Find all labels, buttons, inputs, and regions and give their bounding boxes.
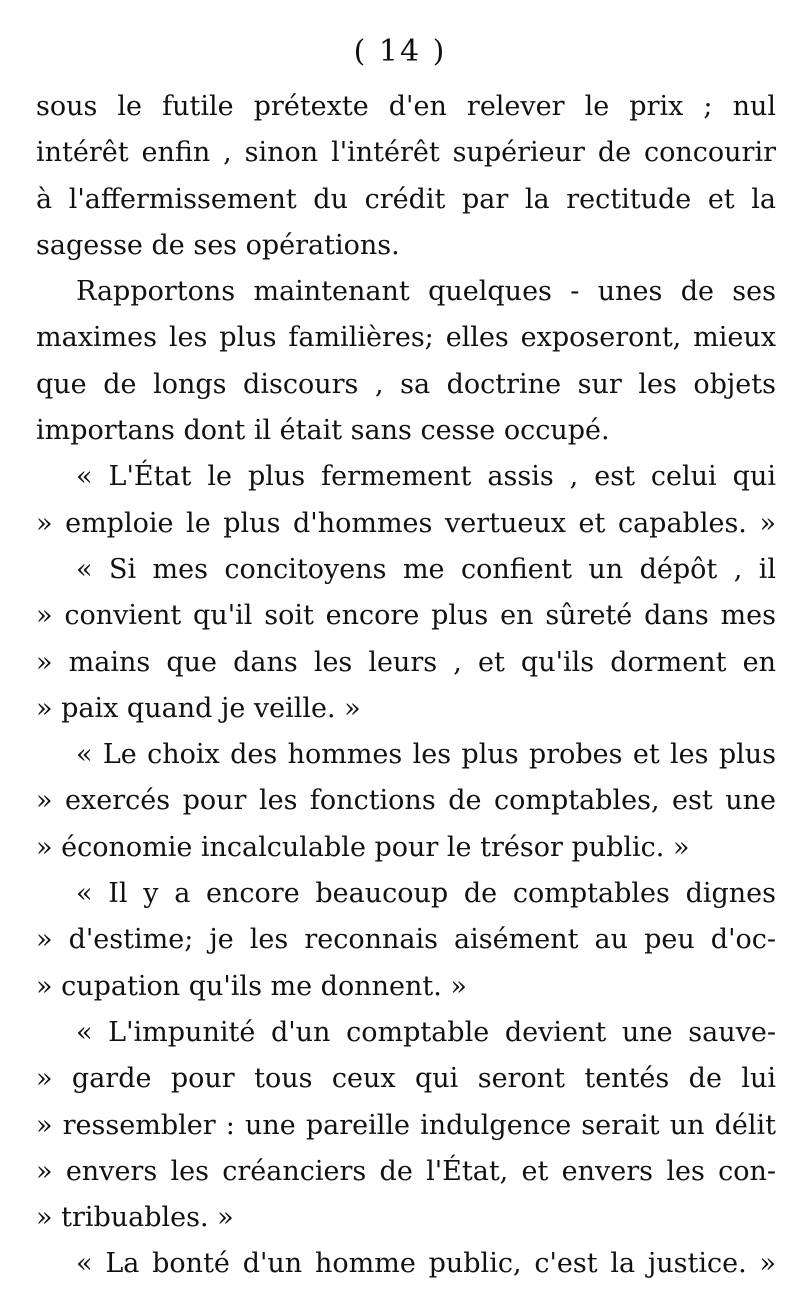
text-line: que de longs discours , sa doctrine sur les objets	[36, 368, 776, 400]
text-line: à l'affermissement du crédit par la rectitude et la	[36, 183, 776, 215]
text-line: » cupation qu'ils me donnent. »	[36, 970, 467, 1002]
text-line: « L'impunité d'un comptable devient une sauve-	[76, 1016, 776, 1048]
text-line: » convient qu'il soit encore plus en sûreté dans mes	[36, 600, 776, 632]
text-line: « La bonté d'un homme public, c'est la justice. »	[76, 1248, 776, 1280]
text-line: » économie incalculable pour le trésor public. »	[36, 831, 690, 863]
text-line: « Si mes concitoyens me confient un dépôt , il	[76, 553, 776, 585]
text-line: importans dont il était sans cesse occupé.	[36, 415, 610, 447]
text-line: sagesse de ses opérations.	[36, 229, 400, 261]
text-line: » garde pour tous ceux qui seront tentés de lui	[36, 1063, 776, 1095]
text-line: intérêt enfin , sinon l'intérêt supérieur de concourir	[36, 137, 776, 169]
text-line: « Le choix des hommes les plus probes et les plus	[76, 739, 776, 771]
text-line: » d'estime; je les reconnais aisément au peu d'oc-	[36, 924, 776, 956]
page-body	[36, 84, 776, 1288]
text-line: » paix quand je veille. »	[36, 692, 361, 724]
text-line: » mains que dans les leurs , et qu'ils dorment en	[36, 646, 776, 678]
text-line: » exercés pour les fonctions de comptables, est une	[36, 785, 776, 817]
text-line: Rapportons maintenant quelques - unes de ses	[76, 276, 776, 308]
text-line: » emploie le plus d'hommes vertueux et capables. »	[36, 507, 776, 539]
text-line: maximes les plus familières; elles exposeront, mieux	[36, 322, 776, 354]
text-line: » tribuables. »	[36, 1202, 234, 1234]
text-line: « L'État le plus fermement assis , est celui qui	[76, 461, 776, 493]
text-line: » ressembler : une pareille indulgence serait un délit	[36, 1109, 776, 1141]
text-line: sous le futile prétexte d'en relever le prix ; nul	[36, 91, 776, 122]
text-line: « Il y a encore beaucoup de comptables dignes	[76, 878, 776, 910]
text-line: » envers les créanciers de l'État, et envers les con-	[36, 1155, 776, 1187]
page-number: ( 14 )	[353, 34, 447, 69]
